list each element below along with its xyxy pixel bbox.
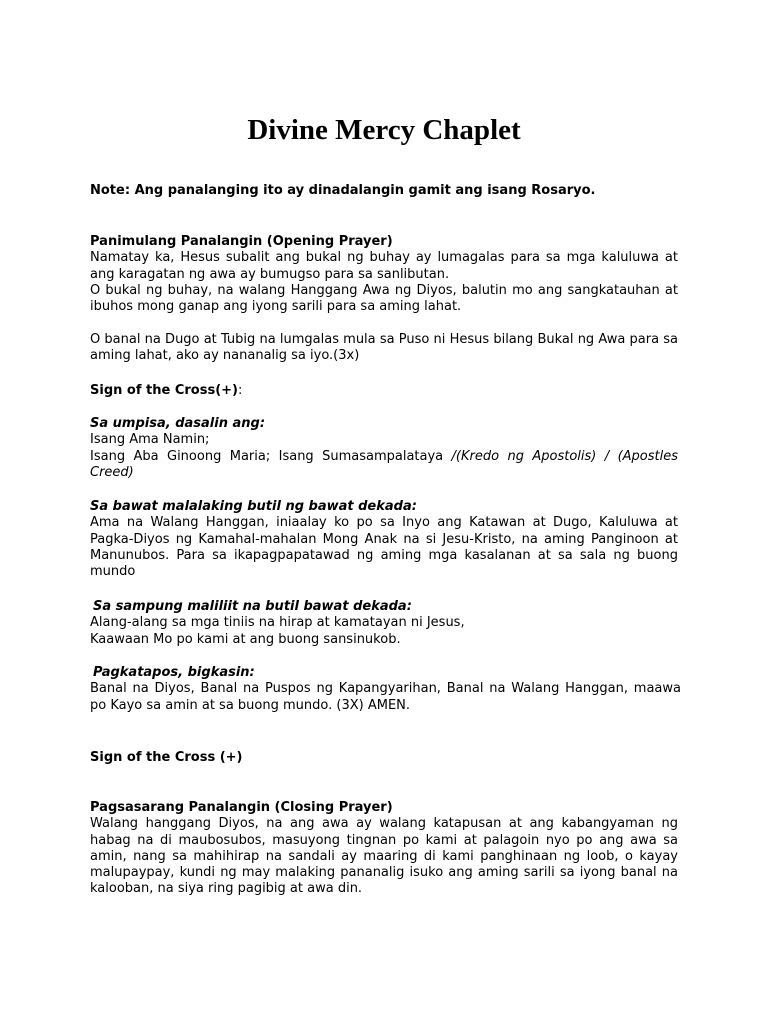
malalaking-heading: Sa bawat malalaking butil ng bawat dekada: xyxy=(90,499,417,514)
opening-prayer-paragraph-3: O banal na Dugo at Tubig na lumgalas mula sa Puso ni Hesus bilang Bukal ng Awa para sa aming lahat, ako ay nananalig sa iyo.(3x) xyxy=(90,332,678,364)
closing-prayer-section xyxy=(90,800,678,898)
maliliit-line-2: Kaawaan Mo po kami at ang buong sansinukob. xyxy=(90,631,401,647)
pagkatapos-heading-rest: , bigkasin: xyxy=(178,665,255,680)
opening-prayer-heading: Panimulang Panalangin (Opening Prayer) xyxy=(90,234,393,249)
pagkatapos-section xyxy=(90,665,681,714)
maliliit-line-1: Alang-alang sa mga tiniis na hirap at kamatayan ni Jesus, xyxy=(90,615,465,631)
malalaking-section xyxy=(90,499,678,580)
document-title: Divine Mercy Chaplet xyxy=(247,114,521,146)
pagkatapos-text: Banal na Diyos, Banal na Puspos ng Kapangyarihan, Banal na Walang Hanggan, maawa po Kayo sa amin at sa buong mundo. (3X) AMEN. xyxy=(90,681,681,713)
maliliit-section xyxy=(90,599,681,648)
sign-of-cross-1-label: Sign of the Cross(+) xyxy=(90,383,238,398)
closing-prayer-text: Walang hanggang Diyos, na ang awa ay walang katapusan at ang kabangyaman ng habag na di maubosubos, masuyong tingnan po kami at palagoin nyo po ang awa sa amin, nang sa mahihirap na sandali ay maaring di kami panghinaan ng loob, o kayay malupaypay, kundi ng may malaking pananalig isuko ang aming sarili sa iyong banal na kalooban, na siya ring pagibig at awa din. xyxy=(90,816,678,897)
sign-of-cross-1 xyxy=(90,383,678,399)
opening-prayer-paragraph-2: O bukal ng buhay, na walang Hanggang Awa ng Diyos, balutin mo ang sangkatauhan at ibuhos mong ganap ang iyong sarili para sa aming lahat. xyxy=(90,282,678,315)
maliliit-heading: Sa sampung maliliit na butil bawat dekada: xyxy=(93,599,412,614)
umpisa-line-1: Isang Ama Namin; xyxy=(90,432,210,448)
pagkatapos-heading-italic: Pagkatapos xyxy=(93,665,179,680)
sign-of-cross-1-colon: : xyxy=(237,383,243,398)
umpisa-line-2-italic: /(Kredo ng Apostolis) / (Apostles Creed) xyxy=(90,448,678,480)
closing-prayer-heading: Pagsasarang Panalangin (Closing Prayer) xyxy=(90,800,393,815)
note-text: Note: Ang panalanging ito ay dinadalangin gamit ang isang Rosaryo. xyxy=(90,183,596,198)
malalaking-text: Ama na Walang Hanggan, iniaalay ko po sa Inyo ang Katawan at Dugo, Kaluluwa at Pagka-Diyos ng Kamahal-mahalan Mong Anak na si Jesu-Kristo, na aming Panginoon at Manunubos. Para sa ikapagpapatawad ng aming mga kasalanan at sa sala ng buong mundo xyxy=(90,515,678,580)
opening-prayer-section xyxy=(90,234,678,315)
opening-prayer-paragraph-1: Namatay ka, Hesus subalit ang bukal ng buhay ay lumagalas para sa mga kaluluwa at ang karagatan ng awa ay bumugso para sa sanlibutan. xyxy=(90,250,678,282)
umpisa-line-2 xyxy=(90,449,678,482)
pagkatapos-heading xyxy=(93,665,681,681)
sign-of-cross-2: Sign of the Cross (+) xyxy=(90,750,243,765)
umpisa-heading: Sa umpisa, dasalin ang: xyxy=(90,416,266,431)
umpisa-line-2-plain: Isang Aba Ginoong Maria; Isang Sumasampalataya xyxy=(90,448,452,464)
umpisa-section xyxy=(90,416,678,481)
